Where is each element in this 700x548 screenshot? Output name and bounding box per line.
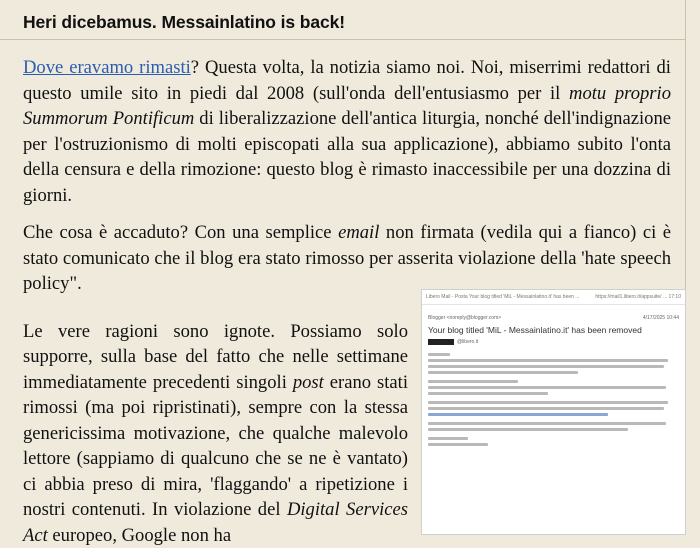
- paragraph-1-text-a: ? Questa volta, la notizia siamo noi. Noi, miserrimi redattori di questo umile sito in piedi dal 2008 (sull'onda dell'entusiasmo per il: [23, 57, 671, 104]
- paragraph-2: [23, 220, 671, 297]
- paragraph-2-emphasis: email: [338, 222, 379, 243]
- email-header: [422, 305, 685, 322]
- paragraph-1: [23, 55, 671, 208]
- email-sender: Blogger <noreply@blogger.com>: [428, 315, 501, 321]
- redacted-address: [428, 339, 454, 345]
- post-title: Heri dicebamus. Messainlatino is back!: [23, 0, 671, 36]
- email-browser-bar: [422, 290, 685, 305]
- paragraph-2-text-a: Che cosa è accaduto? Con una semplice: [23, 222, 338, 243]
- paragraph-1-emphasis: motu proprio Summorum Pontificum: [23, 83, 671, 130]
- email-recipient-domain: @libero.it: [457, 339, 478, 345]
- paragraph-3-emphasis-b: Digital Services Act: [23, 499, 408, 546]
- email-subject: Your blog titled 'MiL - Messainlatino.it' has been removed: [422, 322, 685, 336]
- email-url: https://mail1.libero.it/appsuite/ ... 17:10: [595, 290, 681, 304]
- title-divider: [0, 39, 685, 40]
- removal-email-screenshot[interactable]: [421, 289, 686, 535]
- paragraph-1-text-b: di liberalizzazione dell'antica liturgia, nonché dell'indignazione per l'ostruzionismo di molti episcopati alla sua applicazione), abbiamo subito l'onta della censura e della rimozione: questo blog è rimasto inaccessibile per una dozzina di giorni.: [23, 108, 671, 206]
- paragraph-3-emphasis-a: post: [293, 372, 324, 393]
- paragraph-3-text-b: erano stati rimossi (ma poi ripristinati), sempre con la stessa genericissima motivazione, che qualche malevolo lettore (sappiamo di qualcuno che se ne è vantato) ci abbia preso di mira, 'flaggando' a ripetizione i nostri contenuti. In violazione del: [23, 372, 408, 521]
- paragraph-3-text-a: Le vere ragioni sono ignote. Possiamo solo supporre, sulla base del fatto che nelle settimane immediatamente precedenti singoli: [23, 321, 408, 393]
- email-body: [422, 345, 685, 446]
- paragraph-3: [23, 319, 408, 548]
- link-dove-eravamo-rimasti[interactable]: Dove eravamo rimasti: [23, 57, 191, 78]
- paragraph-3-text-c: europeo, Google non ha: [48, 525, 231, 546]
- paragraph-2-text-b: non firmata (vedila qui a fianco) ci è stato comunicato che il blog era stato rimosso per asserita violazione della 'hate speech policy".: [23, 222, 671, 294]
- email-date: 4/17/2025 10:44: [643, 315, 679, 322]
- email-tab-title: Libero Mail - Posta Your blog titled 'MiL - Messainlatino.it' has been ...: [426, 294, 579, 300]
